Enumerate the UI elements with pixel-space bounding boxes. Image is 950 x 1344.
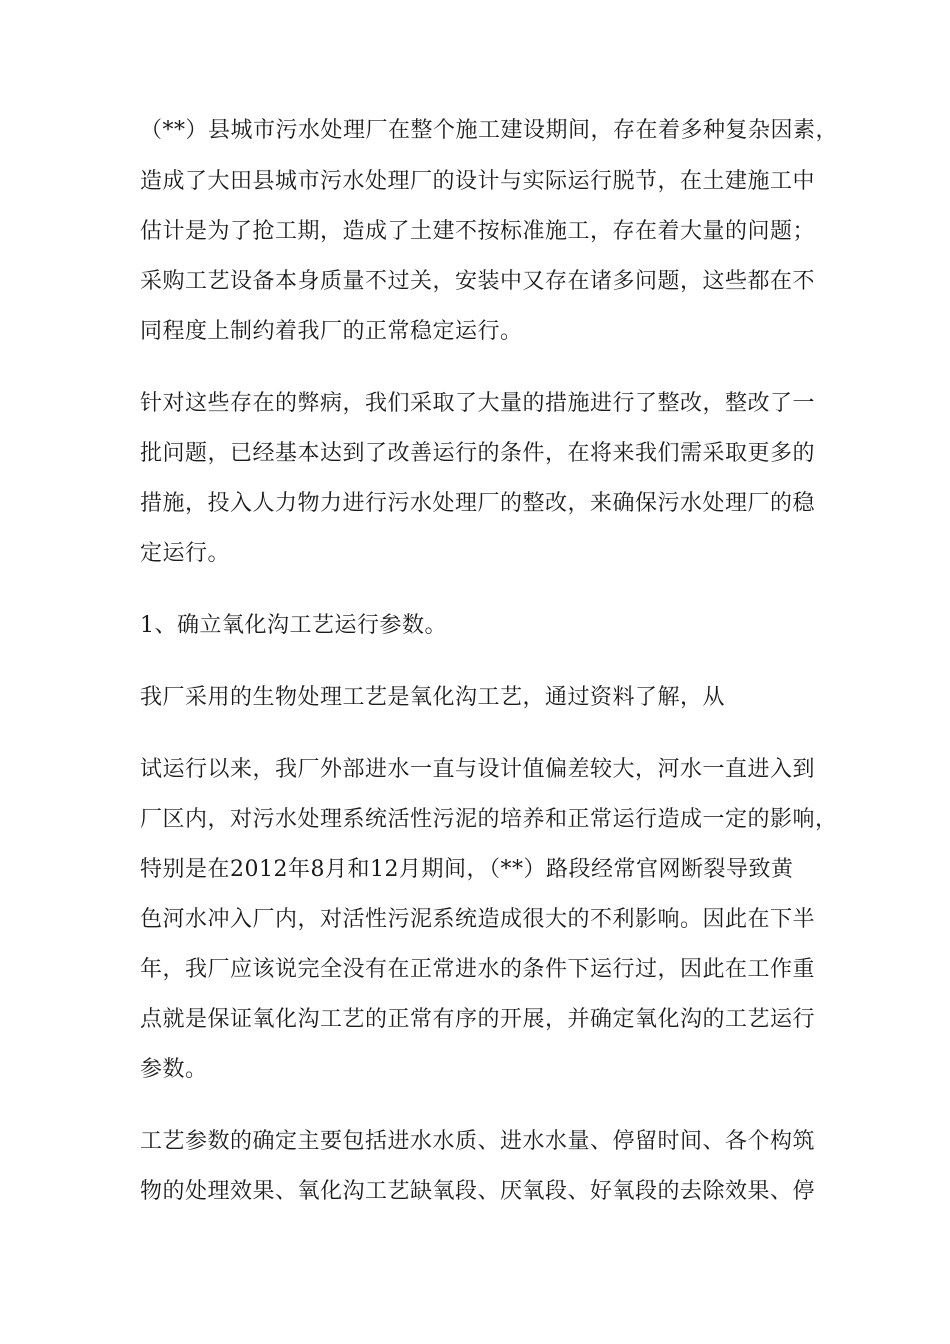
text-line: 特别是在2012年8月和12月期间，（**）路段经常官网断裂导致黄 <box>140 857 794 882</box>
text-line: 试运行以来，我厂外部进水一直与设计值偏差较大，河水一直进入到 <box>140 757 816 782</box>
text-line: 同程度上制约着我厂的正常稳定运行。 <box>140 319 523 344</box>
text-line: 点就是保证氧化沟工艺的正常有序的开展，并确定氧化沟的工艺运行 <box>140 1007 816 1032</box>
text-line: 造成了大田县城市污水处理厂的设计与实际运行脱节，在土建施工中 <box>140 169 816 194</box>
text-line: 估计是为了抢工期，造成了土建不按标准施工，存在着大量的问题； <box>140 219 816 244</box>
text-line: 工艺参数的确定主要包括进水水质、进水水量、停留时间、各个构筑 <box>140 1129 816 1154</box>
text-line: 色河水冲入厂内，对活性污泥系统造成很大的不利影响。因此在下半 <box>140 907 816 932</box>
text-line: 采购工艺设备本身质量不过关，安装中又存在诸多问题，这些都在不 <box>140 269 816 294</box>
text-line: 定运行。 <box>140 541 231 566</box>
text-line: 针对这些存在的弊病，我们采取了大量的措施进行了整改，整改了一 <box>140 391 816 416</box>
text-line: 措施，投入人力物力进行污水处理厂的整改，来确保污水处理厂的稳 <box>140 491 816 516</box>
heading-line: 1、确立氧化沟工艺运行参数。 <box>140 613 447 638</box>
text-line: 物的处理效果、氧化沟工艺缺氧段、厌氧段、好氧段的去除效果、停 <box>140 1179 816 1204</box>
text-line: 参数。 <box>140 1057 208 1082</box>
text-line: 年，我厂应该说完全没有在正常进水的条件下运行过，因此在工作重 <box>140 957 816 982</box>
text-line: 厂区内，对污水处理系统活性污泥的培养和正常运行造成一定的影响， <box>140 807 838 832</box>
text-line: （**）县城市污水处理厂在整个施工建设期间，存在着多种复杂因素， <box>140 118 839 143</box>
text-line: 批问题，已经基本达到了改善运行的条件，在将来我们需采取更多的 <box>140 441 816 466</box>
text-line: 我厂采用的生物处理工艺是氧化沟工艺，通过资料了解，从 <box>140 685 726 710</box>
